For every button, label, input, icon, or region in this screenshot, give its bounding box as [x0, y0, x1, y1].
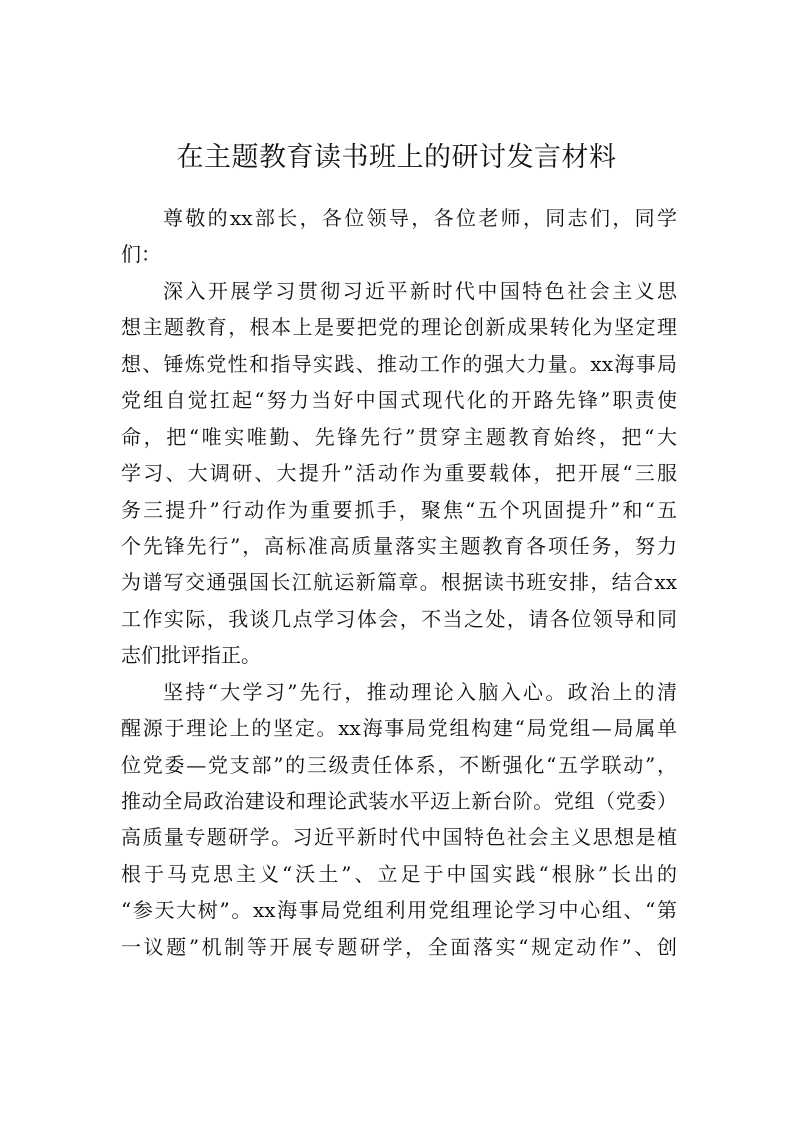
paragraph-line: 想、锤炼党性和指导实践、推动工作的强大力量。xx海事局	[121, 351, 677, 376]
paragraph-line: 位党委—党支部”的三级责任体系，不断强化“五学联动”，	[121, 752, 677, 777]
paragraph-line: 想主题教育，根本上是要把党的理论创新成果转化为坚定理	[121, 315, 677, 340]
paragraph	[121, 273, 677, 674]
document-body	[121, 200, 677, 965]
paragraph-line: 们：	[121, 242, 161, 267]
paragraph-line: “参天大树”。xx海事局党组利用党组理论学习中心组、“第	[121, 898, 677, 923]
paragraph-line: 务三提升”行动作为重要抓手，聚焦“五个巩固提升”和“五	[121, 497, 677, 522]
document-title: 在主题教育读书班上的研讨发言材料	[176, 142, 617, 173]
paragraph-line: 高质量专题研学。习近平新时代中国特色社会主义思想是植	[121, 825, 677, 850]
paragraph-line: 尊敬的xx部长，各位领导，各位老师，同志们，同学	[163, 206, 677, 230]
paragraph-line: 命，把“唯实唯勤、先锋先行”贯穿主题教育始终，把“大	[121, 424, 677, 449]
paragraph-line: 工作实际，我谈几点学习体会，不当之处，请各位领导和同	[121, 606, 677, 631]
paragraph-line: 党组自觉扛起“努力当好中国式现代化的开路先锋”职责使	[121, 388, 677, 413]
paragraph-line: 坚持“大学习”先行，推动理论入脑入心。政治上的清	[163, 679, 677, 704]
paragraph-line: 深入开展学习贯彻习近平新时代中国特色社会主义思	[163, 278, 677, 303]
paragraph-line: 一议题”机制等开展专题研学，全面落实“规定动作”、创	[121, 934, 677, 959]
paragraph	[121, 674, 677, 966]
paragraph-line: 推动全局政治建设和理论武装水平迈上新台阶。党组（党委）	[121, 789, 677, 813]
paragraph	[121, 200, 677, 273]
paragraph-line: 学习、大调研、大提升”活动作为重要载体，把开展“三服	[121, 461, 677, 486]
paragraph-line: 个先锋先行”，高标准高质量落实主题教育各项任务，努力	[121, 533, 677, 558]
paragraph-line: 醒源于理论上的坚定。xx海事局党组构建“局党组—局属单	[121, 716, 677, 741]
paragraph-line: 根于马克思主义“沃土”、立足于中国实践“根脉”长出的	[121, 861, 677, 886]
paragraph-line: 为谱写交通强国长江航运新篇章。根据读书班安排，结合xx	[121, 570, 677, 595]
paragraph-line: 志们批评指正。	[121, 643, 261, 668]
